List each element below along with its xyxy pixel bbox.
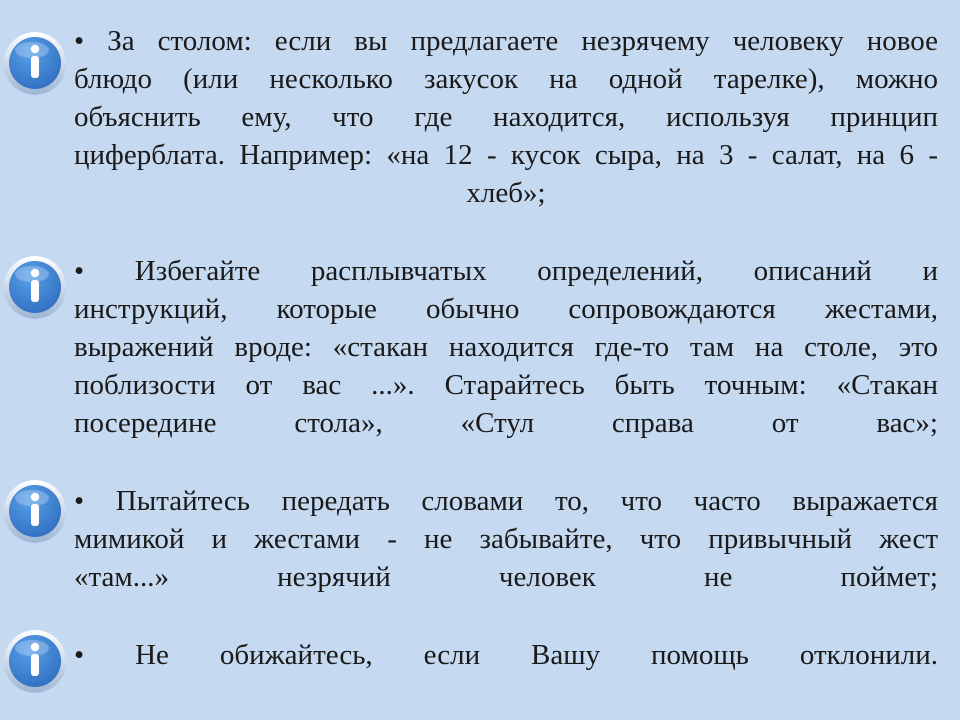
paragraph-words-instead-of-gestures xyxy=(74,482,938,596)
paragraph-dont-be-offended xyxy=(74,636,938,674)
paragraph-avoid-vague xyxy=(74,252,938,442)
text-line: посередине стола», «Стул справа от вас»; xyxy=(74,407,938,439)
info-icon xyxy=(2,628,68,694)
text-line: блюдо (или несколько закусок на одной тарелке), можно xyxy=(74,63,938,95)
text-line: • Избегайте расплывчатых определений, описаний и xyxy=(74,255,938,287)
text-line: • Не обижайтесь, если Вашу помощь отклонили. xyxy=(74,639,938,671)
text-line: выражений вроде: «стакан находится где-то там на столе, это xyxy=(74,331,938,363)
text-line: поблизости от вас ...». Старайтесь быть точным: «Стакан xyxy=(74,369,938,401)
info-icon xyxy=(2,30,68,96)
info-icon xyxy=(2,254,68,320)
info-icon xyxy=(2,478,68,544)
text-line: объяснить ему, что где находится, используя принцип xyxy=(74,101,938,133)
text-line: инструкций, которые обычно сопровождаются жестами, xyxy=(74,293,938,325)
text-line: мимикой и жестами - не забывайте, что привычный жест xyxy=(74,523,938,555)
text-line: • Пытайтесь передать словами то, что часто выражается xyxy=(74,485,938,517)
text-line: «там...» незрячий человек не поймет; xyxy=(74,561,938,593)
text-line: хлеб»; xyxy=(466,177,546,209)
text-line: • За столом: если вы предлагаете незрячему человеку новое xyxy=(74,25,938,57)
text-line: циферблата. Например: «на 12 - кусок сыра, на 3 - салат, на 6 - xyxy=(74,139,938,171)
paragraph-table-etiquette xyxy=(74,22,938,212)
